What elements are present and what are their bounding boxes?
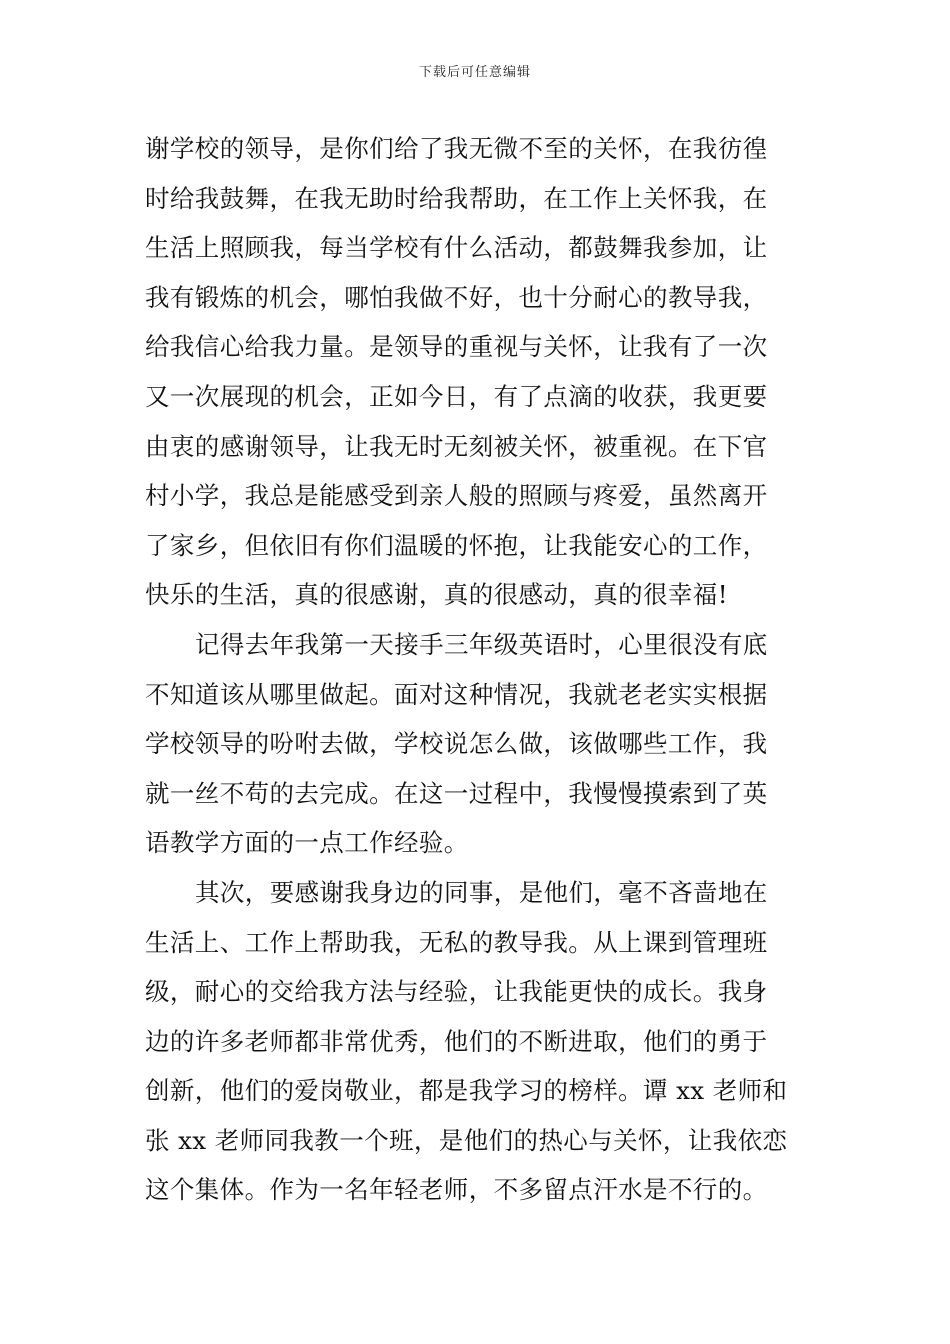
- text-line: 时给我鼓舞，在我无助时给我帮助，在工作上关怀我，在: [145, 183, 768, 213]
- text-line: 记得去年我第一天接手三年级英语时，心里很没有底: [195, 629, 768, 659]
- page-header: 下载后可任意编辑: [418, 65, 531, 80]
- paragraph: [145, 868, 810, 1215]
- text-line: 谢学校的领导，是你们给了我无微不至的关怀，在我彷徨: [145, 134, 768, 163]
- text-line: 创新，他们的爱岗敬业，都是我学习的榜样。谭 xx 老师和: [145, 1076, 788, 1106]
- document-body: [145, 124, 810, 1215]
- paragraph: [145, 620, 810, 868]
- text-line: 张 xx 老师同我教一个班，是他们的热心与关怀，让我依恋: [145, 1125, 788, 1155]
- text-line: 村小学，我总是能感受到亲人般的照顾与疼爱，虽然离开: [145, 481, 768, 511]
- text-line: 其次，要感谢我身边的同事，是他们，毫不吝啬地在: [195, 877, 768, 907]
- text-line: 又一次展现的机会，正如今日，有了点滴的收获，我更要: [145, 381, 768, 411]
- text-line: 快乐的生活，真的很感谢，真的很感动，真的很幸福!: [145, 580, 728, 610]
- text-line: 由衷的感谢领导，让我无时无刻被关怀，被重视。在下官: [145, 431, 768, 461]
- text-line: 这个集体。作为一名年轻老师，不多留点汗水是不行的。: [145, 1175, 768, 1205]
- text-line: 就一丝不苟的去完成。在这一过程中，我慢慢摸索到了英: [145, 778, 768, 808]
- text-line: 了家乡，但依旧有你们温暖的怀抱，让我能安心的工作，: [145, 530, 768, 560]
- text-line: 不知道该从哪里做起。面对这种情况，我就老老实实根据: [145, 679, 768, 709]
- text-line: 我有锻炼的机会，哪怕我做不好，也十分耐心的教导我，: [145, 282, 768, 312]
- text-line: 级，耐心的交给我方法与经验，让我能更快的成长。我身: [145, 977, 768, 1007]
- text-line: 生活上照顾我，每当学校有什么活动，都鼓舞我参加，让: [145, 233, 768, 263]
- paragraph: [145, 124, 810, 620]
- text-line: 给我信心给我力量。是领导的重视与关怀，让我有了一次: [145, 332, 768, 362]
- text-line: 生活上、工作上帮助我，无私的教导我。从上课到管理班: [145, 927, 768, 957]
- text-line: 语教学方面的一点工作经验。: [145, 828, 469, 858]
- text-line: 边的许多老师都非常优秀，他们的不断进取，他们的勇于: [145, 1026, 768, 1056]
- text-line: 学校领导的吩咐去做，学校说怎么做，该做哪些工作，我: [145, 729, 768, 759]
